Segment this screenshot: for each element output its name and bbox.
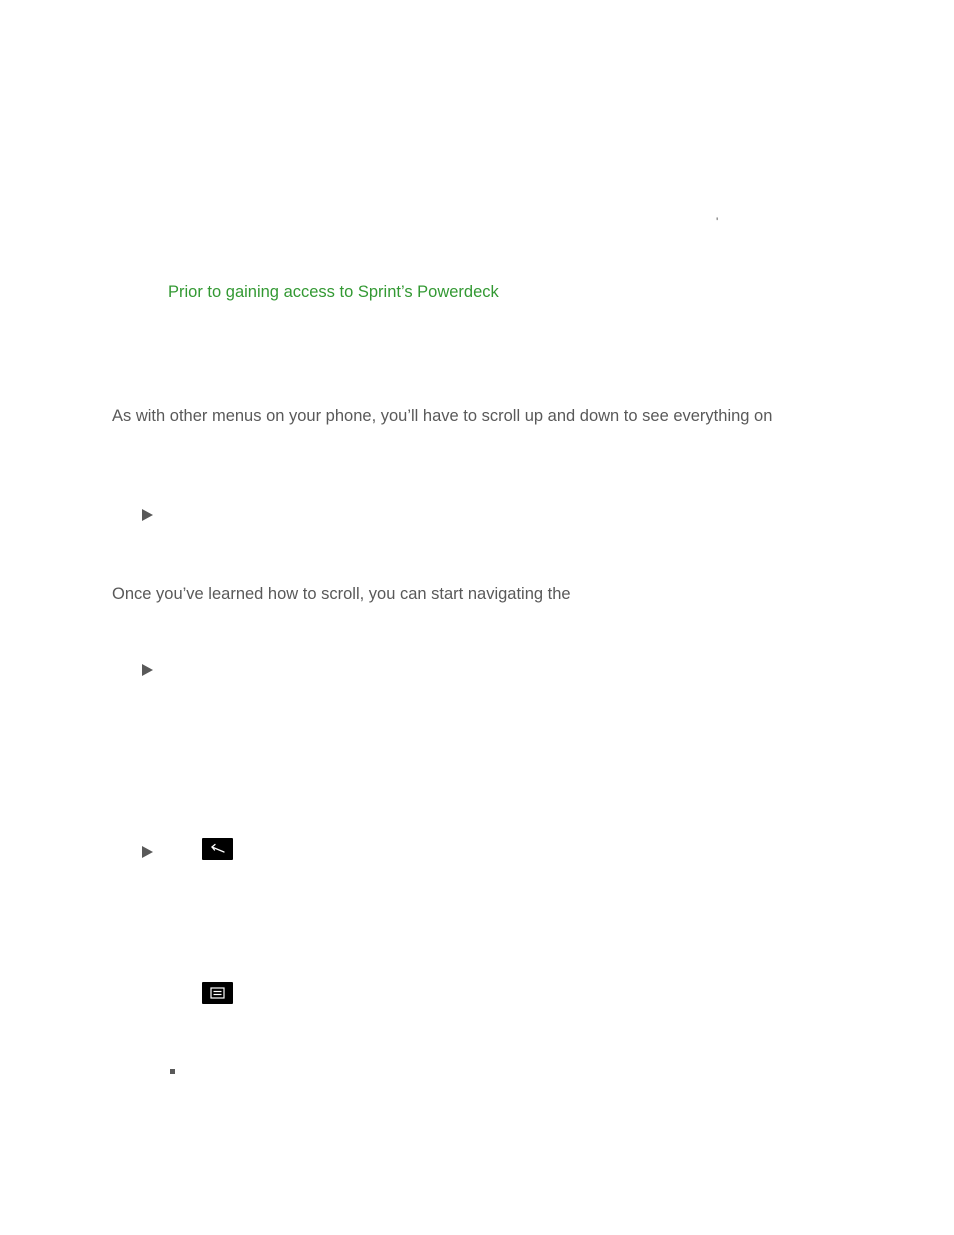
back-key-icon	[202, 838, 233, 860]
right-triangle-bullet-icon	[142, 509, 153, 521]
menu-key-icon	[202, 982, 233, 1004]
navigate-paragraph: Once you’ve learned how to scroll, you can start navigating the	[112, 585, 571, 603]
scroll-paragraph: As with other menus on your phone, you’ll have to scroll up and down to see everything on	[112, 407, 773, 425]
right-triangle-bullet-icon	[142, 664, 153, 676]
square-bullet-icon	[170, 1069, 175, 1074]
right-triangle-bullet-icon	[142, 846, 153, 858]
powerdeck-link[interactable]: Prior to gaining access to Sprint’s Powerdeck	[168, 283, 499, 301]
stray-apostrophe: '	[716, 215, 719, 229]
